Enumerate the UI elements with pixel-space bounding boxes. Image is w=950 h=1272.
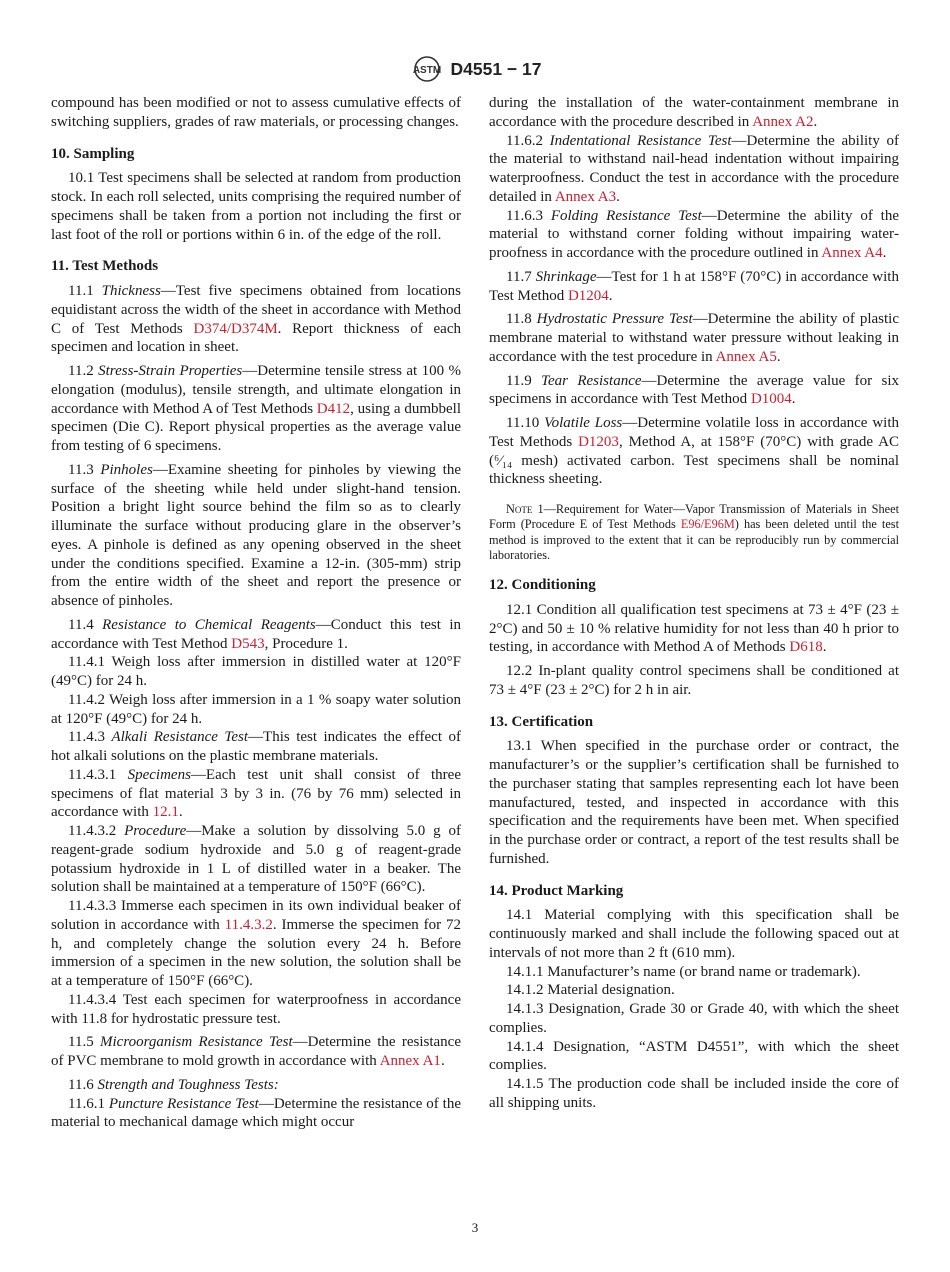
reference-link[interactable]: D618 <box>789 639 823 656</box>
text-run: —Test for 1 h at 158°F (70°C) in accordance with Test Method <box>489 268 899 304</box>
reference-link[interactable]: D374/D374M <box>193 320 278 337</box>
text-run: 1—Requirement for Water—Vapor Transmission of Materials in Sheet Form (Procedure E of Test Methods <box>489 502 899 532</box>
section-heading <box>489 882 899 901</box>
text-run: . <box>440 1053 445 1069</box>
text-run: 11.10 <box>506 415 545 431</box>
italic-term: Tear Resistance <box>541 372 642 389</box>
text-run: —Determine the ability of the material to withstand nail-head indentation without impairing waterproofness. Conduct the test in accordance with the procedure detailed in <box>489 132 899 205</box>
paragraph <box>51 1076 461 1095</box>
text-run: . <box>616 188 620 205</box>
paragraph <box>51 362 461 456</box>
paragraph <box>489 1000 899 1038</box>
italic-term: Hydrostatic Pressure Test <box>536 311 693 328</box>
paragraph <box>489 1038 899 1076</box>
text-run: compound has been modified or not to assess cumulative effects of switching suppliers, grades of raw materials, or processing changes. <box>51 95 461 130</box>
italic-term: Thickness <box>101 283 161 299</box>
italic-term: Procedure <box>124 823 187 839</box>
paragraph <box>51 282 461 357</box>
reference-link[interactable]: D1203 <box>578 433 619 450</box>
paragraph <box>51 461 461 611</box>
text-run: . Immerse the specimen for 72 h, and completely change the solution every 24 h. Before immersion of a specimen in the new solution, the solution shall be at a temperature of 150°F (66°C). <box>51 916 461 989</box>
text-run: , Method A, at 158°F (70°C) with grade AC (⁶⁄₁₄ mesh) activated carbon. Test specimens shall be nominal thickness sheeting. <box>489 433 899 488</box>
text-run: 11.7 <box>506 268 536 285</box>
text-run: ) has been deleted until the test method is improved to the extent that it can be reproducibly run by commercial laboratories. <box>489 517 899 562</box>
paragraph <box>489 268 899 306</box>
text-run: . <box>882 245 887 261</box>
text-run: 14. Product Marking <box>489 882 624 899</box>
text-run: . Report thickness of each specimen and location in sheet. <box>51 320 461 356</box>
text-run: —Conduct this test in accordance with Test Method <box>51 616 461 652</box>
paragraph <box>51 94 461 132</box>
text-run: —Determine volatile loss in accordance with Test Methods <box>489 415 899 450</box>
reference-link[interactable]: 11.4.3.2 <box>224 916 273 933</box>
text-run: 13. Certification <box>489 713 594 730</box>
paragraph <box>51 653 461 691</box>
section-heading <box>489 713 899 732</box>
paragraph <box>51 728 461 766</box>
text-run: 14.1.2 Material designation. <box>506 982 675 999</box>
text-run: , Procedure 1. <box>264 635 348 652</box>
reference-link[interactable]: Annex A2 <box>752 113 814 130</box>
paragraph <box>489 906 899 962</box>
note-label: Note <box>506 502 533 516</box>
italic-term: Specimens <box>127 766 191 783</box>
section-heading <box>51 145 461 164</box>
text-run: —Determine the resistance of the material to mechanical damage which might occur <box>51 1095 461 1131</box>
paragraph <box>489 372 899 410</box>
paragraph <box>51 616 461 654</box>
paragraph <box>51 766 461 822</box>
section-heading <box>489 576 899 595</box>
text-run: —Test five specimens obtained from locations equidistant across the width of the sheet in accordance with Method C of Test Methods <box>51 283 461 337</box>
text-run: 11.4.1 Weigh loss after immersion in distilled water at 120°F (49°C) for 24 h. <box>51 654 461 689</box>
text-run: 11.3 <box>68 461 101 478</box>
text-run: . <box>822 639 827 656</box>
paragraph <box>489 737 899 868</box>
text-run: 11.6.3 <box>506 207 551 224</box>
paragraph <box>489 601 899 657</box>
text-run: —Determine the resistance of PVC membrane to mold growth in accordance with <box>51 1034 461 1069</box>
text-run: 11.4.3.4 Test each specimen for waterproofness in accordance with 11.8 for hydrostatic pressure test. <box>51 991 461 1027</box>
text-run: 13.1 When specified in the purchase order or contract, the manufacturer’s or the supplier’s certification shall be furnished to the purchaser stating that samples representing each lot have been manufactured, tested, and inspected in accordance with this specification and the requirements have been met. When specified in the purchase order or contract, a report of the test results shall be furnished. <box>489 738 899 867</box>
reference-link[interactable]: Annex A4 <box>821 245 883 261</box>
reference-link[interactable]: Annex A1 <box>379 1053 441 1069</box>
paragraph <box>489 310 899 366</box>
paragraph <box>51 991 461 1029</box>
italic-term: Shrinkage <box>535 268 597 285</box>
paragraph <box>51 822 461 897</box>
paragraph <box>489 132 899 207</box>
text-run: . <box>776 348 781 365</box>
text-run: 12.1 Condition all qualification test specimens at 73 ± 4°F (23 ± 2°C) and 50 ± 10 % relative humidity for not less than 40 h prior to testing, in accordance with Method A of Methods <box>489 601 899 656</box>
text-run: —Make a solution by dissolving 5.0 g of reagent-grade sodium hydroxide and 5.0 g of reagent-grade potassium hydroxide in 1 L of distilled water in a beaker. The solution shall be maintained at a temperature of 150°F (66°C). <box>51 823 461 896</box>
text-run: 11.9 <box>506 372 542 389</box>
text-run: 12. Conditioning <box>489 577 596 594</box>
paragraph <box>489 414 899 489</box>
text-run: —This test indicates the effect of hot alkali solutions on the plastic membrane materials. <box>51 729 461 764</box>
italic-term: Microorganism Resistance Test <box>100 1034 293 1051</box>
left-column <box>51 94 461 1132</box>
text-run: 14.1.5 The production code shall be included inside the core of all shipping units. <box>489 1076 899 1111</box>
reference-link[interactable]: D1204 <box>567 287 609 304</box>
text-run: . <box>178 804 183 821</box>
text-run: —Determine the ability of the material to withstand corner folding without impairing waterproofness in accordance with the procedure outlined in <box>489 207 899 261</box>
paragraph <box>489 662 899 700</box>
text-run: 11.8 <box>506 311 537 328</box>
right-column <box>489 94 899 1113</box>
text-run: . <box>791 391 796 408</box>
paragraph <box>489 207 899 263</box>
text-run: 11.1 <box>68 283 102 299</box>
paragraph <box>489 981 899 1000</box>
text-run: 11.4.3.1 <box>68 766 128 783</box>
text-run: 10.1 Test specimens shall be selected at random from production stock. In each roll selected, units comprising the required number of specimens shall be taken from a portion not including the first or last foot of the roll or portions within 6 in. of the edge of the roll. <box>51 170 461 243</box>
text-run: , using a dumbbell specimen (Die C). Report physical properties as the average value from testing of 6 specimens. <box>51 400 462 454</box>
paragraph <box>51 169 461 244</box>
italic-term: Resistance to Chemical Reagents <box>102 616 316 633</box>
text-run: 11.4.2 Weigh loss after immersion in a 1 % soapy water solution at 120°F (49°C) for 24 h. <box>51 691 461 727</box>
reference-link[interactable]: E96/E96M <box>680 517 735 532</box>
italic-term: Alkali Resistance Test <box>111 729 249 746</box>
text-run: 11.4.3 <box>68 729 112 746</box>
text-run: —Each test unit shall consist of three specimens of flat material 3 by 3 in. (76 by 76 mm) selected in accordance with <box>51 766 461 821</box>
section-heading <box>51 257 461 276</box>
text-run: . <box>608 287 613 304</box>
text-run: 12.2 In-plant quality control specimens shall be conditioned at 73 ± 4°F (23 ± 2°C) for 2 h in air. <box>489 663 899 698</box>
text-run: during the installation of the water-containment membrane in accordance with the procedure described in <box>489 95 899 130</box>
text-run: —Determine tensile stress at 100 % elongation (modulus), tensile strength, and ultimate elongation in accordance with Method A of Test Methods <box>51 363 461 417</box>
text-run: 11.2 <box>68 363 99 379</box>
document-id: D4551 − 17 <box>450 58 542 79</box>
text-run: 11.5 <box>68 1034 100 1051</box>
page-number: 3 <box>471 1220 479 1235</box>
reference-link[interactable]: 12.1 <box>152 804 179 821</box>
italic-term: Volatile Loss <box>544 415 623 431</box>
text-run: . <box>813 113 818 130</box>
italic-term: Folding Resistance Test <box>550 207 702 224</box>
text-run: 14.1.3 Designation, Grade 30 or Grade 40, with which the sheet complies. <box>489 1001 899 1036</box>
text-run: 11.4 <box>68 616 103 633</box>
svg-text:ASTM: ASTM <box>412 65 441 76</box>
reference-link[interactable]: D412 <box>316 400 351 417</box>
italic-term: Stress-Strain Properties <box>98 363 243 379</box>
text-run: 14.1.4 Designation, “ASTM D4551”, with which the sheet complies. <box>489 1038 899 1074</box>
text-run: 14.1 Material complying with this specification shall be continuously marked and shall include the following spaced out at intervals of not more than 2 ft (610 mm). <box>489 907 899 961</box>
paragraph <box>51 1033 461 1071</box>
text-run: 10. Sampling <box>51 145 135 162</box>
reference-link[interactable]: D1004 <box>750 391 792 408</box>
text-run: 11.4.3.2 <box>68 823 125 839</box>
text-run: 11. Test Methods <box>51 258 159 275</box>
text-run: 11.6.1 <box>68 1095 109 1112</box>
paragraph <box>489 1075 899 1113</box>
page-header <box>0 54 950 84</box>
reference-link[interactable]: Annex A3 <box>554 188 617 205</box>
text-run: 14.1.1 Manufacturer’s name (or brand name or trademark). <box>506 963 861 980</box>
text-run: 11.4.3.3 Immerse each specimen in its own individual beaker of solution in accordance with <box>51 898 461 933</box>
reference-link[interactable]: Annex A5 <box>715 348 777 365</box>
note-paragraph <box>489 502 899 563</box>
paragraph <box>489 94 899 132</box>
text-run: —Determine the ability of plastic membrane material to withstand water pressure without leaking in accordance with the test procedure in <box>489 311 899 365</box>
text-run: 11.6.2 <box>506 132 550 149</box>
italic-term: Puncture Resistance Test <box>108 1095 259 1112</box>
text-run: —Determine the average value for six specimens in accordance with Test Method <box>489 372 900 408</box>
paragraph <box>51 1095 461 1133</box>
astm-logo-icon <box>409 54 445 84</box>
paragraph <box>51 691 461 729</box>
paragraph <box>489 963 899 982</box>
text-run: —Examine sheeting for pinholes by viewing the surface of the sheeting while held under slight-hand tension. Position a bright light source behind the film so as to clearly illuminate the surface without producing glare in the observer’s eyes. A pinhole is defined as any opening observed in the sheet under the conditions specified. Examine a 12-in. (305-mm) strip from the entire width of the sheet and report the presence or absence of pinholes. <box>51 461 461 609</box>
italic-term: Pinholes <box>100 461 153 478</box>
italic-term: Strength and Toughness Tests: <box>97 1076 279 1093</box>
reference-link[interactable]: D543 <box>231 635 265 652</box>
italic-term: Indentational Resistance Test <box>549 132 732 149</box>
paragraph <box>51 897 461 991</box>
text-run: 11.6 <box>68 1076 98 1093</box>
